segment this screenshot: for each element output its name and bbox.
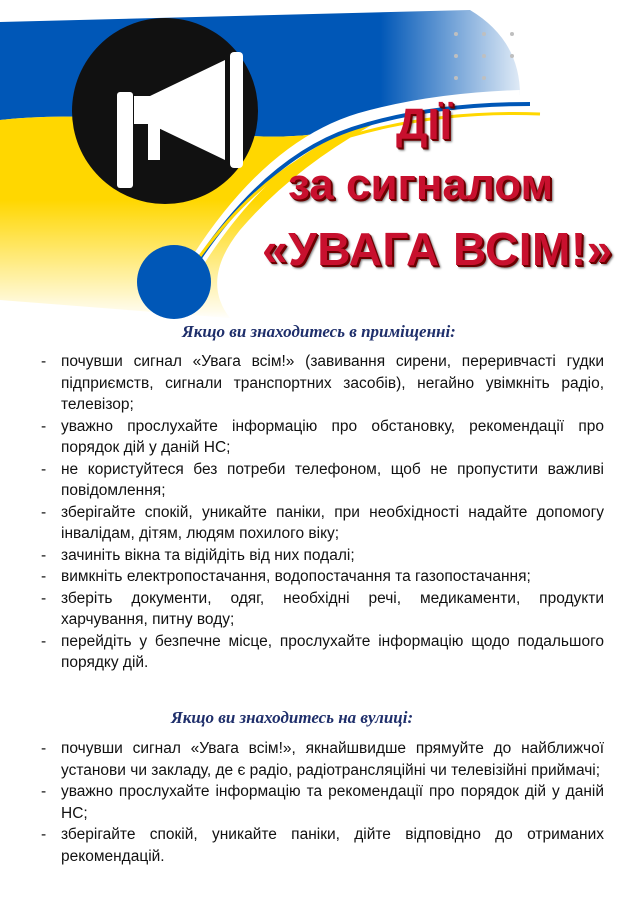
title-line-2: за сигналом [288,160,554,209]
title-line-1: ДІЇ [396,100,452,149]
list-item: - почувши сигнал «Увага всім!», якнайшвидше прямуйте до найближчої установи чи закладу, де є радіо, радіотрансляційні чи телевізійні приймачі; [0,738,631,781]
list-item: - не користуйтеся без потреби телефоном, щоб не пропустити важливі повідомлення; [0,459,631,502]
list-item: - уважно прослухайте інформацію про обстановку, рекомендації про порядок дій у даній НС; [0,416,631,459]
megaphone-icon [72,18,258,204]
list-item: - зберігайте спокій, уникайте паніки, дійте відповідно до отриманих рекомендацій. [0,824,631,867]
outdoors-list [0,738,631,867]
header-banner [0,0,631,320]
indoors-heading: Якщо ви знаходитесь в приміщенні: [182,322,456,341]
list-item: - зберігайте спокій, уникайте паніки, при необхідності надайте допомогу інвалідам, дітям, людям похилого віку; [0,502,631,545]
list-item: - зберіть документи, одяг, необхідні речі, медикаменти, продукти харчування, питну воду; [0,588,631,631]
blue-circle-decoration [137,245,211,319]
list-item: - вимкніть електропостачання, водопостачання та газопостачання; [0,566,631,588]
list-item: - почувши сигнал «Увага всім!» (завивання сирени, переривчасті гудки підприємств, сигнали транспортних засобів), негайно увімкніть радіо, телевізор; [0,351,631,416]
outdoors-heading: Якщо ви знаходитесь на вулиці: [171,708,414,727]
title-line-3: «УВАГА ВСІМ!» [262,223,613,275]
list-item: - зачиніть вікна та відійдіть від них подалі; [0,545,631,567]
indoors-list [0,351,631,674]
list-item: - перейдіть у безпечне місце, прослухайте інформацію щодо подальшого порядку дій. [0,631,631,674]
list-item: - уважно прослухайте інформацію та рекомендації про порядок дій у даній НС; [0,781,631,824]
